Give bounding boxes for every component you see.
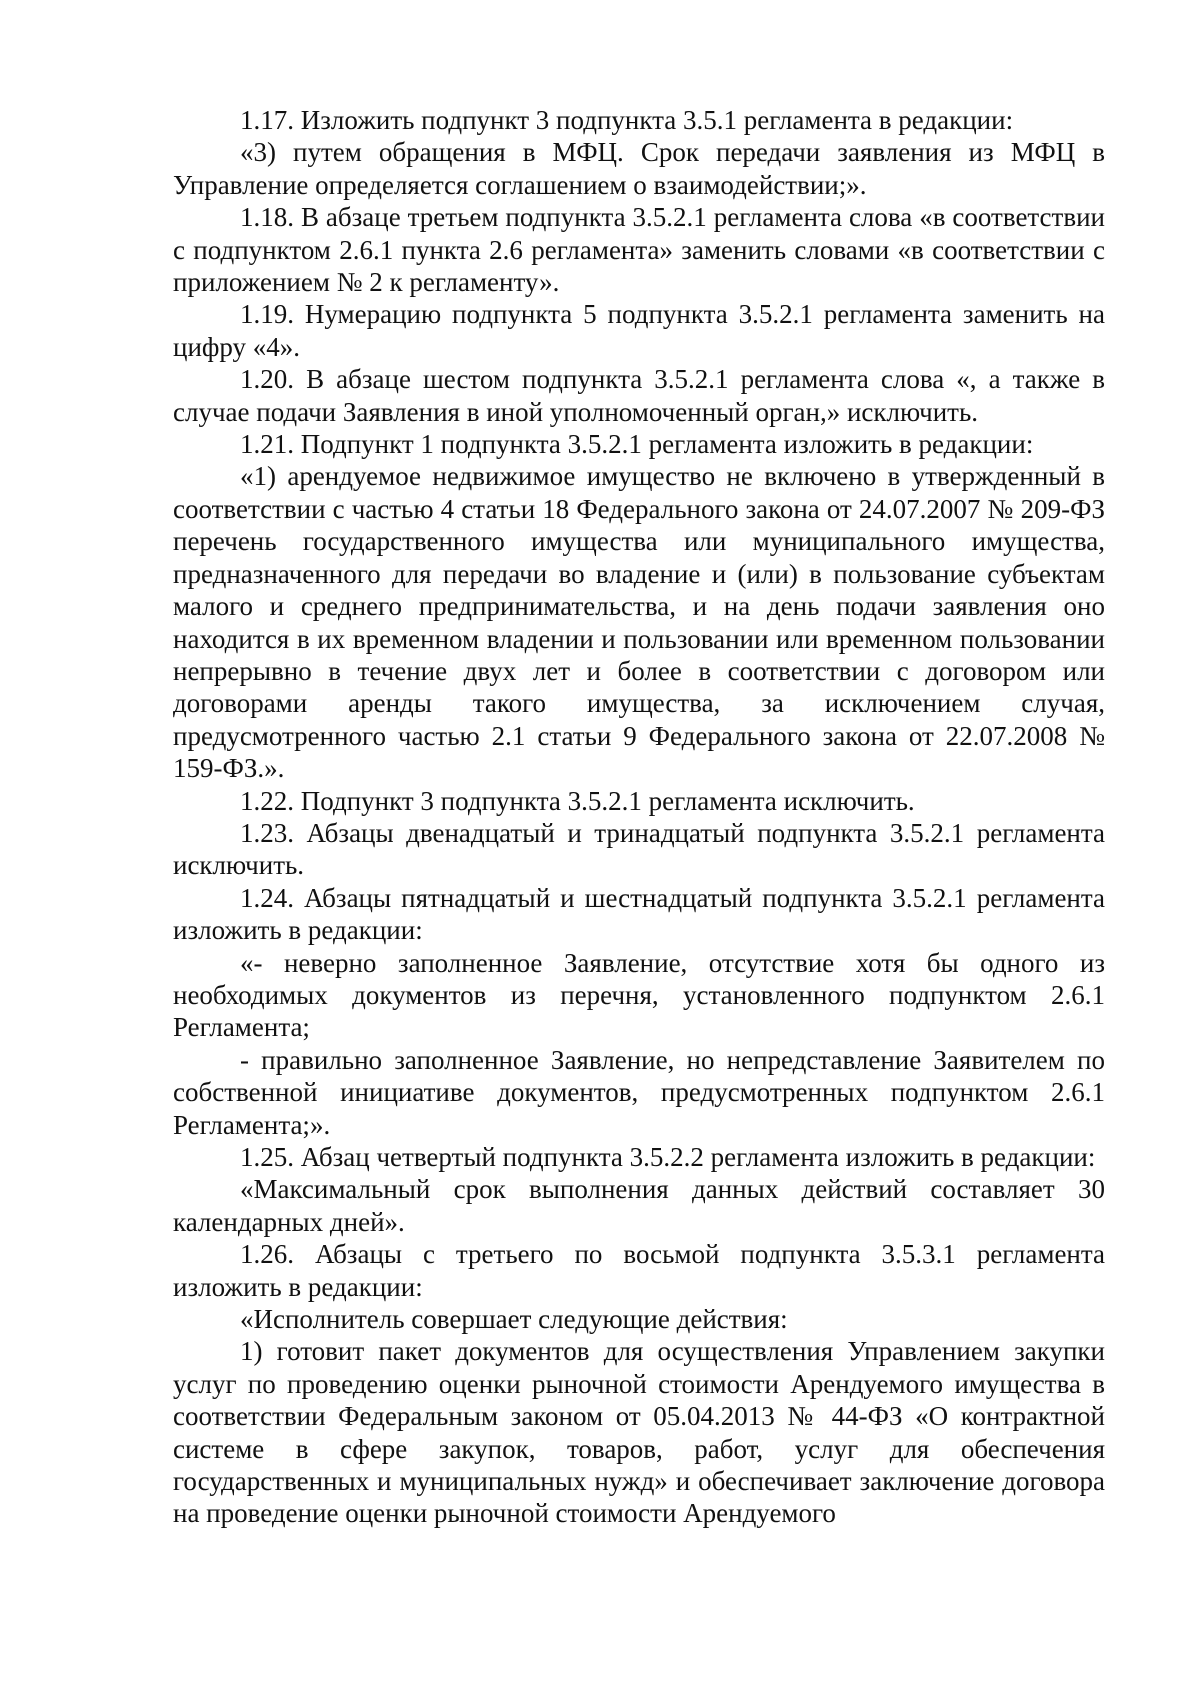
paragraph-1-21-quote: «1) арендуемое недвижимое имущество не включено в утвержденный в соответствии с частью 4 статьи 18 Федерального закона от 24.07.2007 № 209-ФЗ перечень государственного имущества или муниципального имущества, предназначенного для передачи во владение и (или) в пользование субъектам малого и среднего предпринимательства, и на день подачи заявления оно находится в их временном владении и пользовании или временном пользовании непрерывно в течение двух лет и более в соответствии с договором или договорами аренды такого имущества, за исключением случая, предусмотренного частью 2.1 статьи 9 Федерального закона от 22.07.2008 № 159-ФЗ.». [173,461,1105,784]
paragraph-1-24-quote-2: - правильно заполненное Заявление, но непредставление Заявителем по собственной инициативе документов, предусмотренных подпунктом 2.6.1 Регламента;». [173,1044,1105,1140]
paragraph-1-26-item-1: 1) готовит пакет документов для осуществления Управлением закупки услуг по проведению оценки рыночной стоимости Арендуемого имущества в соответствии Федеральным законом от 05.04.2013 № 44-ФЗ «О контрактной системе в сфере закупок, товаров, работ, услуг для обеспечения государственных и муниципальных нужд» и обеспечивает заключение договора на проведение оценки рыночной стоимости Арендуемого [173,1336,1105,1529]
paragraph-1-26-quote-intro: «Исполнитель совершает следующие действия: [240,1304,788,1335]
paragraph-1-19: 1.19. Нумерацию подпункта 5 подпункта 3.5.2.1 регламента заменить на цифру «4». [173,299,1105,362]
paragraph-1-20: 1.20. В абзаце шестом подпункта 3.5.2.1 регламента слова «, а также в случае подачи Заявления в иной уполномоченный орган,» исключить. [173,364,1105,427]
paragraph-1-23: 1.23. Абзацы двенадцатый и тринадцатый подпункта 3.5.2.1 регламента исключить. [173,817,1105,881]
paragraph-1-25: 1.25. Абзац четвертый подпункта 3.5.2.2 регламента изложить в редакции: [240,1142,1096,1172]
paragraph-1-26: 1.26. Абзацы с третьего по восьмой подпункта 3.5.3.1 регламента изложить в редакции: [173,1239,1105,1302]
paragraph-1-17: 1.17. Изложить подпункт 3 подпункта 3.5.1 регламента в редакции: [240,105,1014,135]
document-page [173,104,1105,1530]
paragraph-1-21: 1.21. Подпункт 1 подпункта 3.5.2.1 регламента изложить в редакции: [240,429,1034,460]
paragraph-1-22: 1.22. Подпункт 3 подпункта 3.5.2.1 регламента исключить. [240,785,915,816]
paragraph-1-24: 1.24. Абзацы пятнадцатый и шестнадцатый подпункта 3.5.2.1 регламента изложить в редакции: [173,882,1105,946]
paragraph-1-18: 1.18. В абзаце третьем подпункта 3.5.2.1 регламента слова «в соответствии с подпунктом 2.6.1 пункта 2.6 регламента» заменить словами «в соответствии с приложением № 2 к регламенту». [173,202,1105,298]
paragraph-1-24-quote-1: «- неверно заполненное Заявление, отсутствие хотя бы одного из необходимых документов из перечня, установленного подпунктом 2.6.1 Регламента; [173,947,1105,1043]
paragraph-1-17-quote: «3) путем обращения в МФЦ. Срок передачи заявления из МФЦ в Управление определяется соглашением о взаимодействии;». [173,137,1105,200]
paragraph-1-25-quote: «Максимальный срок выполнения данных действий составляет 30 календарных дней». [173,1174,1105,1237]
